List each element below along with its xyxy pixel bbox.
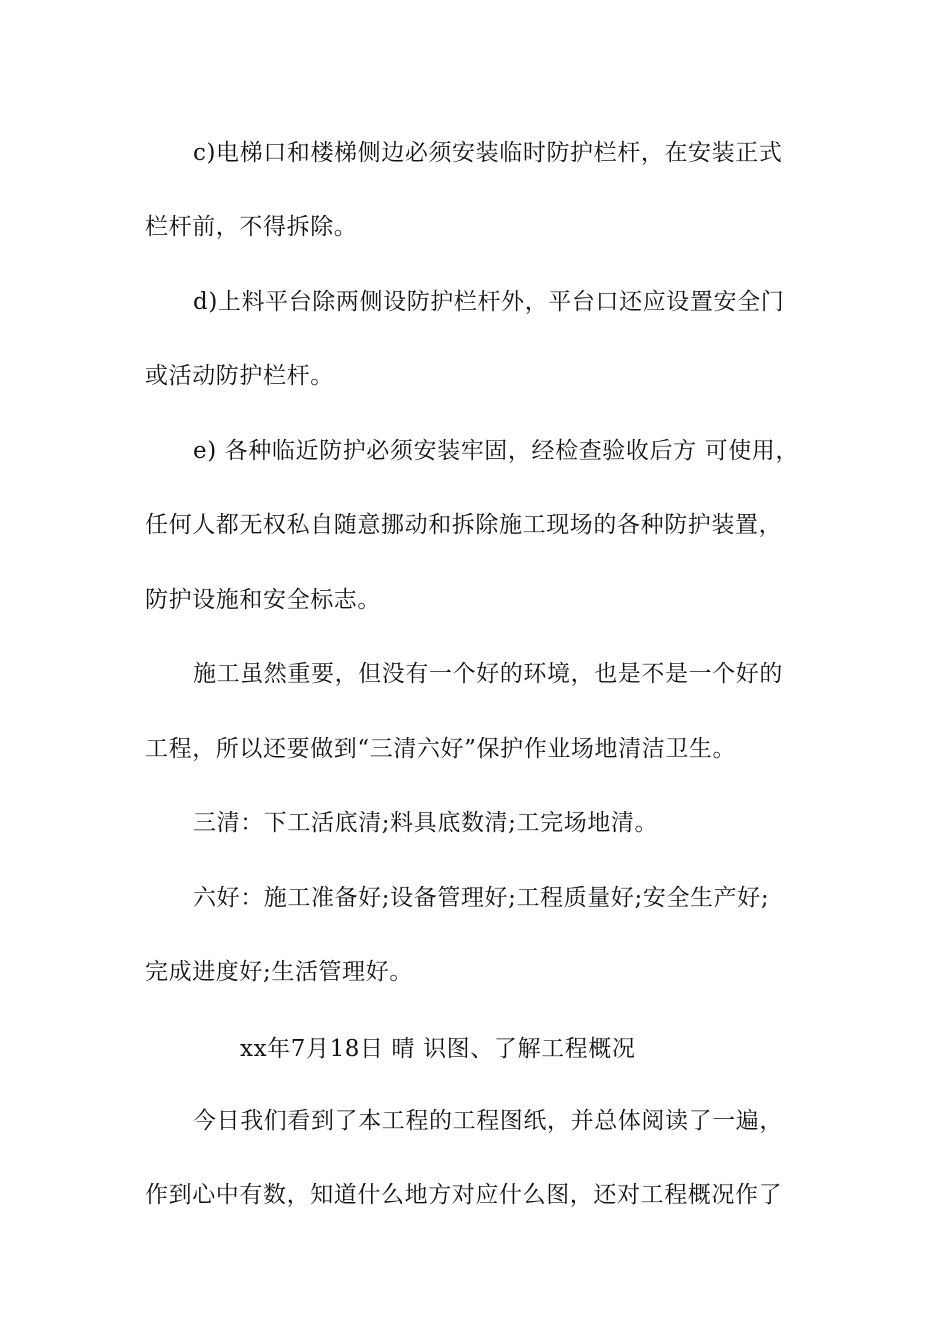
paragraph-e-line-3: 防护设施和安全标志。: [145, 587, 381, 613]
paragraph-e-line-2: 任何人都无权私自随意挪动和拆除施工现场的各种防护装置，: [145, 512, 783, 538]
paragraph-c-line-2: 栏杆前，不得拆除。: [145, 214, 358, 240]
diary-date-heading: xx年7月18日 晴 识图、了解工程概况: [240, 1036, 636, 1062]
paragraph-d-line-1: d)上料平台除两侧设防护栏杆外，平台口还应设置安全门: [193, 289, 785, 315]
paragraph-e-line-1: e) 各种临近防护必须安装牢固，经检查验收后方 可使用，: [193, 438, 800, 464]
paragraph-environment-line-1: 施工虽然重要，但没有一个好的环境，也是不是一个好的: [193, 661, 783, 687]
paragraph-drawings-line-2: 作到心中有数，知道什么地方对应什么图，还对工程概况作了: [145, 1182, 783, 1208]
six-good-line-2: 完成进度好;生活管理好。: [145, 959, 413, 985]
paragraph-c-line-1: c)电梯口和楼梯侧边必须安装临时防护栏杆，在安装正式: [193, 140, 783, 166]
six-good-line-1: 六好：施工准备好;设备管理好;工程质量好;安全生产好;: [193, 885, 770, 911]
paragraph-drawings-line-1: 今日我们看到了本工程的工程图纸，并总体阅读了一遍，: [193, 1108, 783, 1134]
paragraph-d-line-2: 或活动防护栏杆。: [145, 363, 334, 389]
paragraph-environment-line-2: 工程，所以还要做到“三清六好”保护作业场地清洁卫生。: [145, 736, 737, 762]
three-clean-line: 三清：下工活底清;料具底数清;工完场地清。: [193, 810, 659, 836]
